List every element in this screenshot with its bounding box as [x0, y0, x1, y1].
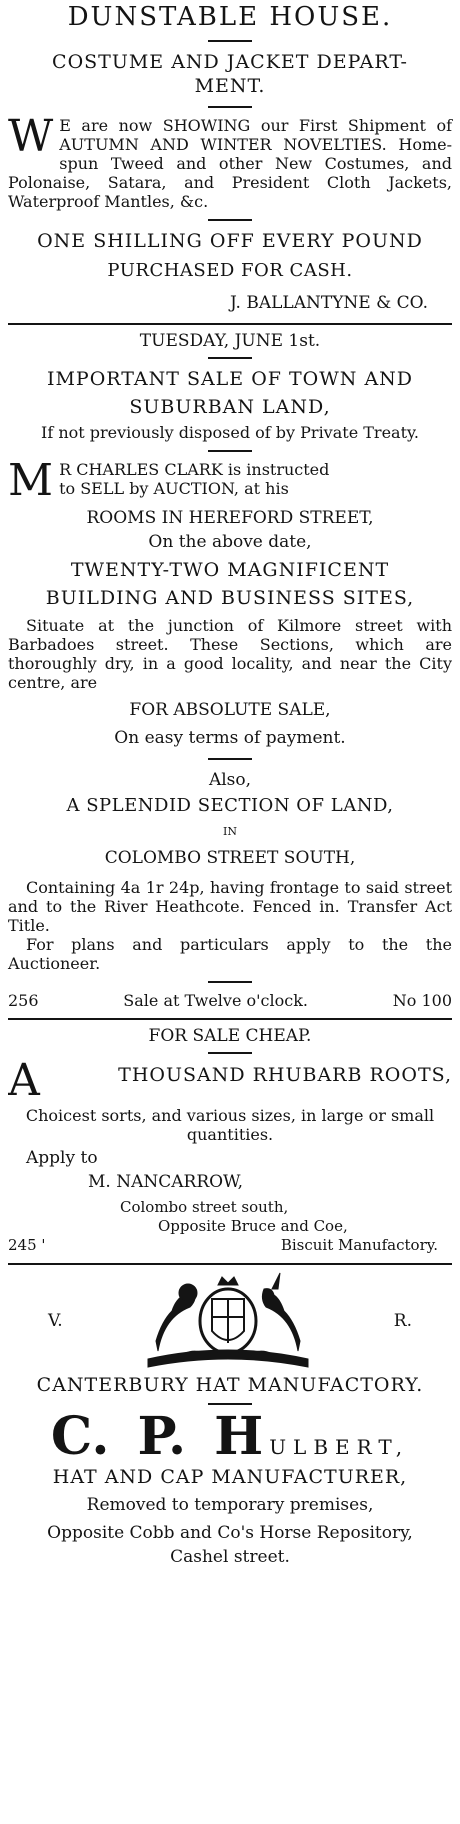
- address-row: [8, 1236, 452, 1255]
- opposite-line: Opposite Cobb and Co's Horse Repository,: [47, 1523, 413, 1543]
- absolute-sale: FOR ABSOLUTE SALE,: [129, 700, 331, 720]
- street-line: Cashel street.: [170, 1547, 290, 1567]
- initial-c: C.: [50, 1406, 110, 1467]
- column-rule: [8, 1018, 452, 1020]
- plans-text: For plans and particulars apply to the the Auctioneer.: [8, 935, 452, 973]
- apply-to: Apply to: [26, 1148, 98, 1168]
- splendid-section: A SPLENDID SECTION OF LAND,: [66, 795, 394, 816]
- proprietor-name: [8, 1406, 452, 1467]
- terms-line: On easy terms of payment.: [114, 728, 346, 748]
- dunstable-house-ad: [8, 2, 452, 315]
- address-line-2: Opposite Bruce and Coe,: [158, 1217, 348, 1235]
- divider-short: [208, 981, 252, 983]
- offer-line-2: PURCHASED FOR CASH.: [107, 260, 353, 281]
- divider-short: [208, 219, 252, 221]
- intro-line-2: to SELL by AUCTION, at his: [59, 479, 289, 498]
- land-sale-ad: [8, 329, 452, 1010]
- royal-coat-of-arms-icon: [128, 1271, 328, 1371]
- sale-footer: [8, 991, 452, 1010]
- containing-text: Containing 4a 1r 24p, having frontage to said street and to the River Heathcote. Fenced in. Transfer Act Title.: [8, 878, 452, 935]
- surname-rest: ULBERT,: [269, 1435, 410, 1459]
- rhubarb-headline-row: [8, 1060, 452, 1100]
- ref-number: 256: [8, 991, 39, 1010]
- merchant-name: M. NANCARROW,: [88, 1172, 243, 1192]
- on-date-line: On the above date,: [148, 532, 312, 552]
- also-line: Also,: [208, 770, 252, 790]
- lot-number: No 100: [392, 991, 452, 1010]
- divider-short: [208, 357, 252, 359]
- rhubarb-desc: Choicest sorts, and various sizes, in large or small quantities.: [25, 1106, 435, 1144]
- address-line-1: Colombo street south,: [120, 1198, 289, 1216]
- divider-short: [208, 1403, 252, 1405]
- rhubarb-ad: [8, 1024, 452, 1255]
- offer-line: ONE SHILLING OFF EVERY POUND: [37, 230, 423, 252]
- divider-short: [208, 758, 252, 760]
- sale-headline: IMPORTANT SALE OF TOWN AND: [46, 368, 414, 390]
- crest-letter-right: R.: [393, 1311, 412, 1331]
- colombo-street: COLOMBO STREET SOUTH,: [104, 848, 356, 868]
- removed-line: Removed to temporary premises,: [86, 1495, 374, 1515]
- address-line-3: Biscuit Manufactory.: [280, 1236, 438, 1254]
- ad-subtitle: COSTUME AND JACKET DEPART-: [52, 51, 408, 73]
- sites-line: BUILDING AND BUSINESS SITES,: [45, 587, 415, 609]
- auction-intro: [8, 460, 452, 500]
- ref-number: 245 ': [8, 1236, 46, 1254]
- sale-condition: If not previously disposed of by Private Treaty.: [41, 423, 419, 442]
- hat-manufactory-ad: [8, 1269, 452, 1569]
- sale-time: Sale at Twelve o'clock.: [123, 991, 308, 1010]
- drop-cap: W: [8, 111, 54, 162]
- situate-text: Situate at the junction of Kilmore street with Barbadoes street. These Sections, which are thoroughly dry, in a good locality, and near the City centre, are: [8, 616, 452, 692]
- ad-subtitle-cont: MENT.: [194, 75, 266, 97]
- column-rule: [8, 323, 452, 325]
- rhubarb-headline: THOUSAND RHUBARB ROOTS,: [118, 1064, 452, 1086]
- sale-headline-2: SUBURBAN LAND,: [129, 396, 331, 418]
- divider-short: [208, 450, 252, 452]
- ad-body-text: E are now SHOWING our First Shipment of AUTUMN AND WINTER NOVELTIES. Home-spun Tweed and other New Costumes, and Polonaise, Satara, and President Cloth Jackets, Waterproof Mantles, &c.: [8, 116, 452, 211]
- company-name: CANTERBURY HAT MANUFACTORY.: [36, 1374, 424, 1396]
- ad-title: DUNSTABLE HOUSE.: [67, 2, 393, 32]
- trade-line: HAT AND CAP MANUFACTURER,: [52, 1466, 408, 1488]
- initial-h: H: [214, 1406, 264, 1467]
- ad-signature: J. BALLANTYNE & CO.: [230, 293, 428, 313]
- divider-short: [208, 106, 252, 108]
- royal-crest-row: [8, 1269, 452, 1373]
- drop-cap: M: [8, 460, 54, 500]
- intro-line-1: R CHARLES CLARK is instructed: [59, 460, 330, 479]
- column-rule: [8, 1263, 452, 1265]
- drop-cap: A: [8, 1060, 40, 1100]
- ad-body: [8, 111, 452, 211]
- sale-date: TUESDAY, JUNE 1st.: [139, 331, 321, 351]
- lots-count: TWENTY-TWO MAGNIFICENT: [70, 559, 390, 581]
- crest-letter-left: V.: [48, 1311, 63, 1331]
- in-line: IN: [223, 825, 237, 838]
- for-sale-heading: FOR SALE CHEAP.: [148, 1026, 312, 1046]
- divider-short: [208, 1052, 252, 1054]
- initial-p: P.: [137, 1406, 187, 1467]
- divider-short: [208, 40, 252, 42]
- rooms-line: ROOMS IN HEREFORD STREET,: [86, 508, 374, 528]
